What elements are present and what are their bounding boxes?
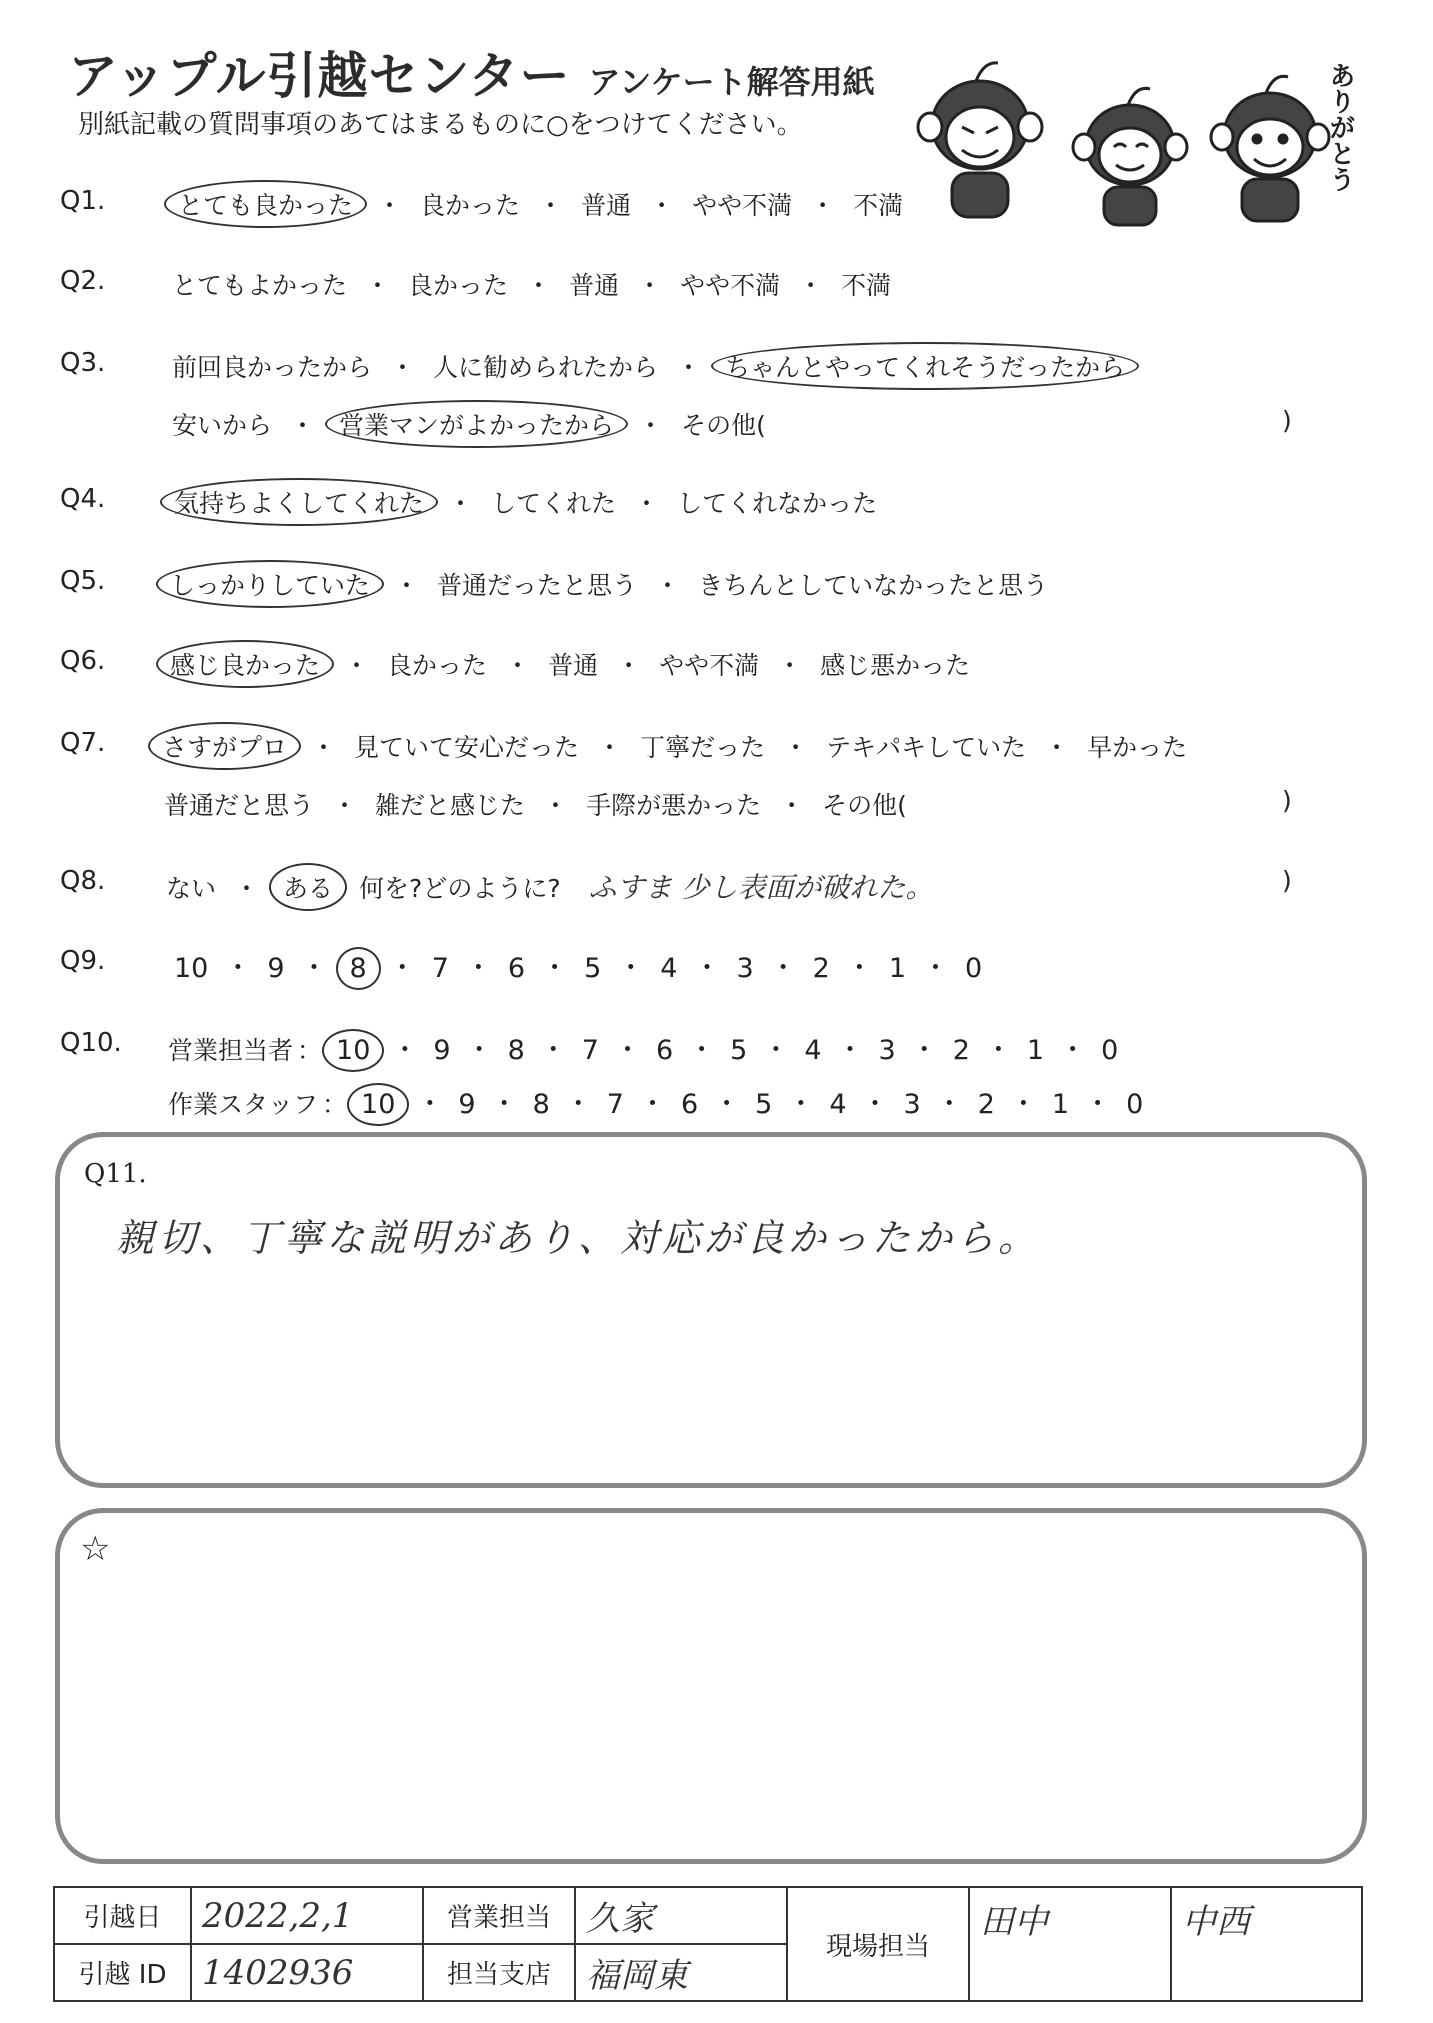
q11-label: Q11.: [84, 1159, 147, 1189]
option[interactable]: 感じ悪かった: [820, 651, 971, 680]
separator: ・: [984, 1035, 1012, 1066]
separator: ・: [490, 1089, 518, 1120]
move-date-value: 2022,2,1: [191, 1887, 423, 1944]
option[interactable]: やや不満: [692, 191, 793, 220]
sales-label: 営業担当: [423, 1887, 575, 1944]
separator: ・: [541, 953, 569, 984]
scale-option[interactable]: 6: [680, 1089, 699, 1120]
separator: ・: [861, 1089, 889, 1120]
option[interactable]: やや不満: [680, 271, 781, 300]
option-other[interactable]: その他(: [681, 411, 766, 440]
separator: ・: [224, 953, 252, 984]
handwritten-answer: ふすま 少し表面が破れた。: [588, 871, 934, 904]
header-title: [68, 36, 875, 108]
paren-close: ): [1282, 866, 1292, 895]
mascot-illustration: [900, 55, 1360, 230]
option[interactable]: とてもよかった: [172, 271, 348, 300]
separator: ・: [464, 953, 492, 984]
question-number: Q2.: [60, 266, 106, 296]
scale-option-selected[interactable]: 8: [336, 947, 381, 990]
mascot-3: [1211, 76, 1329, 221]
separator: ・: [539, 1035, 567, 1066]
branch-label: 担当支店: [423, 1944, 575, 2001]
option-selected[interactable]: とても良かった: [164, 180, 367, 228]
scale-option[interactable]: 0: [1126, 1089, 1144, 1120]
scale-option[interactable]: 6: [655, 1035, 674, 1066]
field-staff-1: 田中: [969, 1887, 1171, 2001]
star-icon: ☆: [80, 1529, 111, 1569]
move-id-label: 引越 ID: [54, 1944, 191, 2001]
option[interactable]: 早かった: [1087, 733, 1188, 762]
scale-option[interactable]: 0: [1101, 1035, 1119, 1066]
scale-option-selected[interactable]: 10: [347, 1083, 409, 1126]
scale-option-selected[interactable]: 10: [322, 1029, 384, 1072]
option-prompt: 何を?どのように?: [359, 874, 561, 903]
scale-option[interactable]: 5: [584, 953, 602, 984]
scale-option[interactable]: 9: [267, 953, 285, 984]
scale-option[interactable]: 7: [581, 1035, 599, 1066]
option[interactable]: 普通: [581, 191, 632, 220]
option[interactable]: してくれなかった: [677, 489, 878, 518]
scale-option[interactable]: 2: [952, 1035, 970, 1066]
question-number: Q6.: [60, 646, 106, 676]
question-number: Q5.: [60, 566, 106, 596]
option[interactable]: ない: [166, 874, 217, 903]
scale-option[interactable]: 1: [888, 953, 907, 984]
scale-option[interactable]: 2: [812, 953, 830, 984]
paren-close: ): [1282, 406, 1292, 435]
scale-option[interactable]: 3: [878, 1035, 896, 1066]
option-selected[interactable]: しっかりしていた: [156, 560, 384, 608]
option[interactable]: 普通: [548, 651, 599, 680]
option-other[interactable]: その他(: [822, 791, 907, 820]
free-comment-box[interactable]: [55, 1508, 1367, 1864]
separator: ・: [935, 1089, 963, 1120]
scale-option[interactable]: 6: [507, 953, 526, 984]
question-number: Q9.: [60, 946, 106, 976]
option-selected[interactable]: さすがプロ: [148, 722, 301, 770]
option[interactable]: きちんとしていなかったと思う: [698, 571, 1049, 600]
company-name: アップル引越センター: [68, 47, 571, 105]
scale-option[interactable]: 9: [433, 1035, 451, 1066]
scale-option[interactable]: 8: [507, 1035, 525, 1066]
separator: ・: [836, 1035, 864, 1066]
option-selected[interactable]: ある: [269, 863, 347, 911]
question-number: Q7.: [60, 728, 106, 758]
separator: ・: [769, 953, 797, 984]
q10-row-label: 作業スタッフ: [168, 1090, 319, 1119]
branch-value: 福岡東: [575, 1944, 787, 2001]
option[interactable]: やや不満: [659, 651, 760, 680]
separator: ・: [638, 1089, 666, 1120]
scale-option[interactable]: 4: [804, 1035, 822, 1066]
option-selected[interactable]: ちゃんとやってくれそうだったから: [711, 342, 1139, 390]
option[interactable]: 普通だったと思う: [437, 571, 638, 600]
thanks-text: ありがとう: [1325, 62, 1355, 192]
separator: ・: [564, 1089, 592, 1120]
separator: ・: [688, 1035, 716, 1066]
separator: ・: [713, 1089, 741, 1120]
option[interactable]: 人に勧められたから: [433, 353, 659, 382]
q10-row-label: 営業担当者: [168, 1036, 294, 1065]
separator: ・: [693, 953, 721, 984]
instruction-text: 別紙記載の質問事項のあてはまるものに○をつけてください。: [78, 110, 803, 140]
scale-option[interactable]: 2: [977, 1089, 995, 1120]
option[interactable]: 良かった: [420, 191, 521, 220]
scale-option[interactable]: 4: [829, 1089, 847, 1120]
scale-option[interactable]: 1: [1026, 1035, 1045, 1066]
separator: ・: [762, 1035, 790, 1066]
separator: ・: [845, 953, 873, 984]
mascot-1: [918, 63, 1042, 217]
separator: ・: [1059, 1035, 1087, 1066]
move-date-label: 引越日: [54, 1887, 191, 1944]
separator: ・: [388, 953, 416, 984]
scale-option[interactable]: 5: [730, 1035, 748, 1066]
separator: ・: [416, 1089, 444, 1120]
question-number: Q3.: [60, 348, 106, 378]
q11-comment-box[interactable]: [55, 1132, 1367, 1488]
option[interactable]: テキパキしていた: [826, 733, 1027, 762]
scale-option[interactable]: 1: [1051, 1089, 1070, 1120]
separator: ・: [391, 1035, 419, 1066]
separator: ・: [1084, 1089, 1112, 1120]
scale-option[interactable]: 4: [660, 953, 678, 984]
option-selected[interactable]: 感じ良かった: [156, 640, 334, 688]
move-id-value: 1402936: [191, 1944, 423, 2001]
option[interactable]: 普通だと思う: [164, 791, 315, 820]
form-title: アンケート解答用紙: [588, 63, 875, 101]
separator: ・: [922, 953, 950, 984]
option-selected[interactable]: 気持ちよくしてくれた: [160, 478, 438, 526]
sales-value: 久家: [575, 1887, 787, 1944]
separator: ・: [300, 953, 328, 984]
option[interactable]: 丁寧だった: [640, 733, 766, 762]
separator: ・: [1009, 1089, 1037, 1120]
scale-option[interactable]: 3: [903, 1089, 921, 1120]
option[interactable]: 不満: [841, 271, 892, 300]
mascot-2: [1073, 88, 1187, 225]
option[interactable]: 良かった: [387, 651, 488, 680]
scale-option[interactable]: 9: [458, 1089, 476, 1120]
field-staff-2: 中西: [1171, 1887, 1362, 2001]
question-number: Q10.: [60, 1028, 122, 1058]
paren-close: ): [1282, 786, 1292, 815]
scale-option[interactable]: 0: [965, 953, 983, 984]
option[interactable]: 前回良かったから: [172, 353, 373, 382]
option[interactable]: 手際が悪かった: [586, 791, 762, 820]
separator: ・: [617, 953, 645, 984]
option[interactable]: 雑だと感じた: [375, 791, 526, 820]
option[interactable]: 見ていて安心だった: [354, 733, 580, 762]
scale-option[interactable]: 5: [755, 1089, 773, 1120]
separator: ・: [787, 1089, 815, 1120]
question-number: Q1.: [60, 186, 106, 216]
q11-handwritten-answer: 親切、丁寧な説明があり、対応が良かったから。: [116, 1216, 1041, 1260]
option[interactable]: 良かった: [408, 271, 509, 300]
option[interactable]: 不満: [853, 191, 904, 220]
question-number: Q8.: [60, 866, 106, 896]
separator: ・: [613, 1035, 641, 1066]
question-number: Q4.: [60, 484, 106, 514]
scale-option[interactable]: 10: [174, 953, 209, 984]
option-selected[interactable]: 営業マンがよかったから: [325, 400, 628, 448]
option[interactable]: 安いから: [172, 411, 273, 440]
scale-option[interactable]: 3: [736, 953, 754, 984]
separator: ・: [910, 1035, 938, 1066]
separator: ・: [465, 1035, 493, 1066]
option[interactable]: 普通: [569, 271, 620, 300]
option[interactable]: してくれた: [491, 489, 617, 518]
field-label: 現場担当: [787, 1887, 969, 2001]
scale-option[interactable]: 8: [532, 1089, 550, 1120]
scale-option[interactable]: 7: [606, 1089, 624, 1120]
info-table: [53, 1886, 1363, 2002]
scale-option[interactable]: 7: [431, 953, 449, 984]
